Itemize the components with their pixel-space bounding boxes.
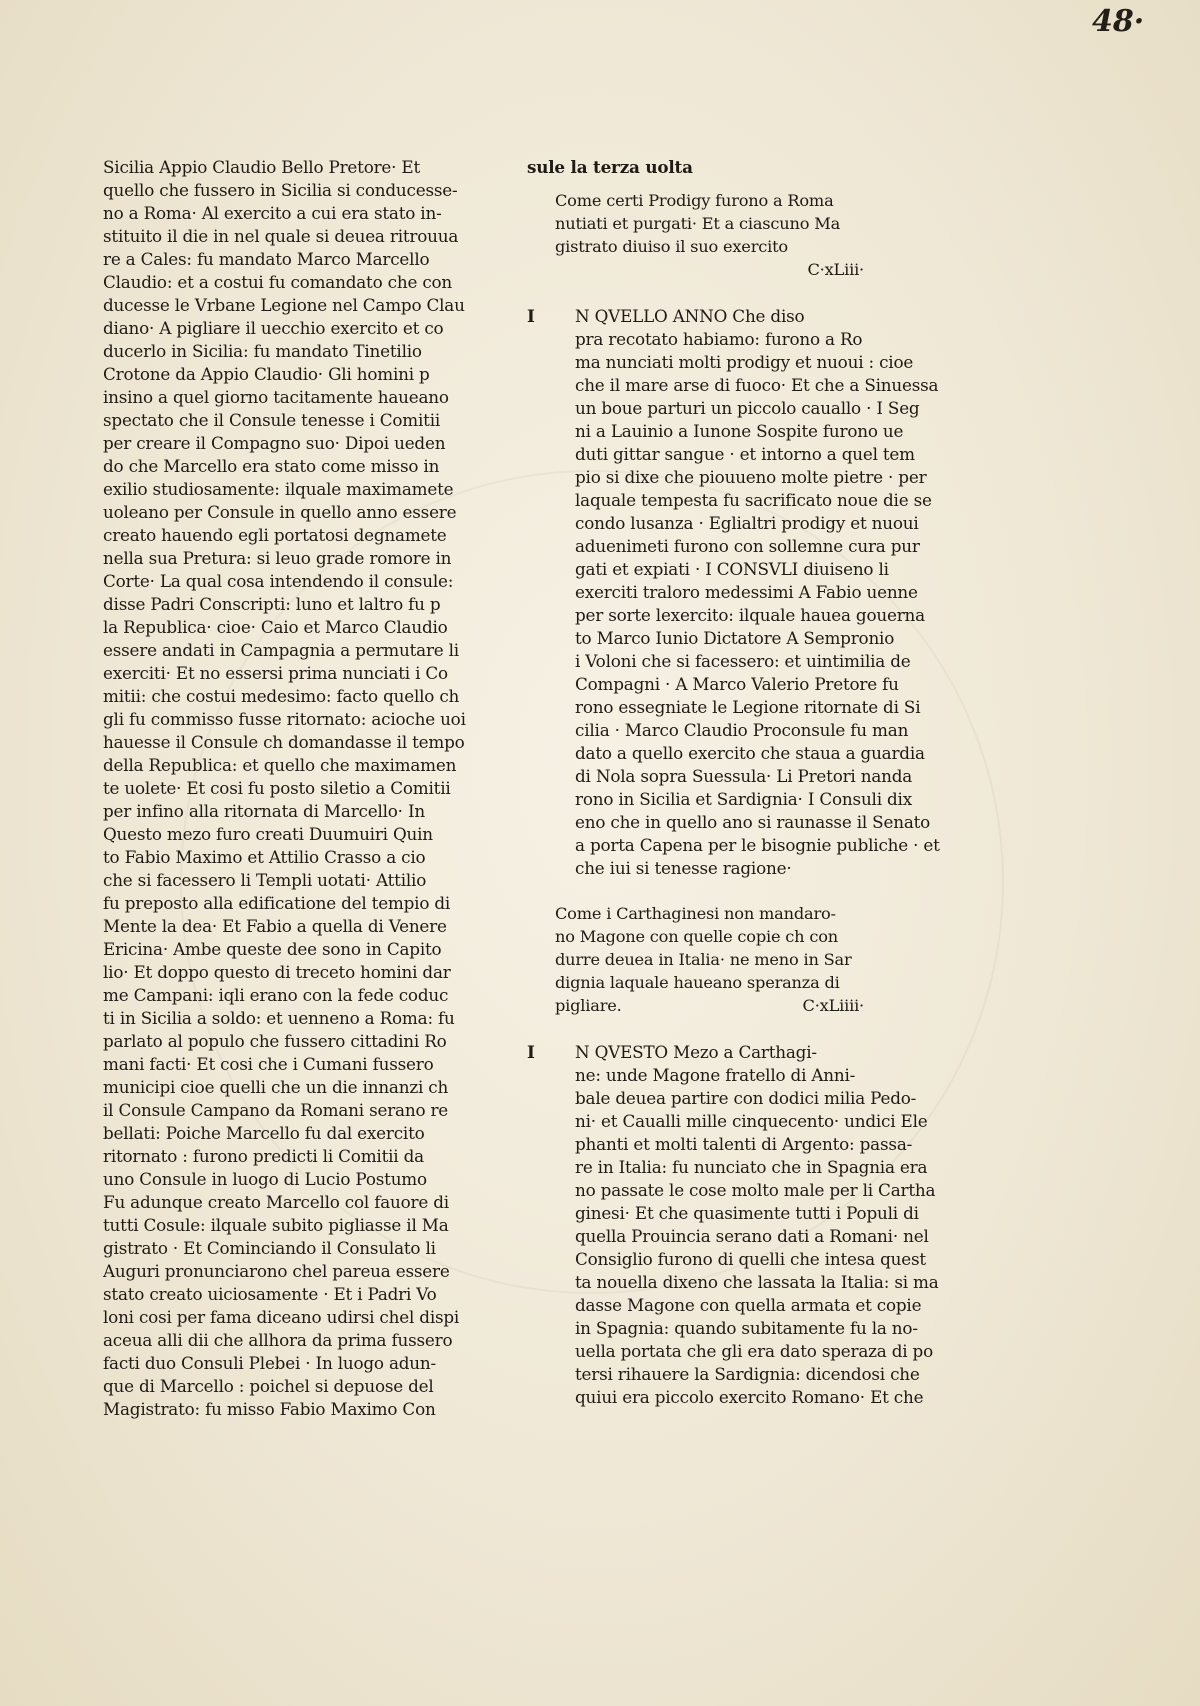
text-line: Mente la dea· Et Fabio a quella di Venere bbox=[103, 916, 447, 936]
text-line: Come i Carthaginesi non mandaro- bbox=[555, 904, 836, 923]
text-line: gistrato diuiso il suo exercito bbox=[555, 237, 788, 256]
text-line: aceua alli dii che allhora da prima fussero bbox=[103, 1330, 453, 1350]
text-line: ginesi· Et che quasimente tutti i Populi di bbox=[575, 1203, 919, 1223]
text-line: della Republica: et quello che maximamen bbox=[103, 755, 457, 775]
initial-letter: I bbox=[527, 306, 535, 326]
paragraph-prodigies bbox=[527, 328, 940, 880]
text-line: exerciti traloro medessimi A Fabio uenne bbox=[575, 582, 918, 602]
text-line: me Campani: iqli erano con la fede coduc bbox=[103, 985, 449, 1005]
text-line: rono in Sicilia et Sardignia· I Consuli dix bbox=[575, 789, 912, 809]
text-line: duti gittar sangue · et intorno a quel tem bbox=[575, 444, 915, 464]
text-line: exerciti· Et no essersi prima nunciati i Co bbox=[103, 663, 448, 683]
text-line: Come certi Prodigy furono a Roma bbox=[555, 191, 834, 210]
text-line: ti in Sicilia a soldo: et uenneno a Roma: fu bbox=[103, 1008, 455, 1028]
text-line: tersi rihauere la Sardignia: dicendosi che bbox=[575, 1364, 920, 1384]
text-line: insino a quel giorno tacitamente haueano bbox=[103, 387, 449, 407]
text-line: Magistrato: fu misso Fabio Maximo Con bbox=[103, 1399, 436, 1419]
left-column bbox=[103, 156, 466, 1421]
text-line: pra recotato habiamo: furono a Ro bbox=[575, 329, 863, 349]
text-line: facti duo Consuli Plebei · In luogo adun- bbox=[103, 1353, 436, 1373]
opening-words: N QVESTO Mezo a Carthagi- bbox=[575, 1042, 817, 1062]
text-line: uoleano per Consule in quello anno essere bbox=[103, 502, 457, 522]
text-line: ritornato : furono predicti li Comitii da bbox=[103, 1146, 424, 1166]
right-top-line: sule la terza uolta bbox=[527, 157, 693, 177]
text-line: di Nola sopra Suessula· Li Pretori nanda bbox=[575, 766, 913, 786]
text-line: nella sua Pretura: si leuo grade romore in bbox=[103, 548, 452, 568]
text-line: Corte· La qual cosa intendendo il consule: bbox=[103, 571, 454, 591]
text-line: do che Marcello era stato come misso in bbox=[103, 456, 440, 476]
text-line: per infino alla ritornata di Marcello· In bbox=[103, 801, 425, 821]
text-line: spectato che il Consule tenesse i Comitii bbox=[103, 410, 441, 430]
text-line: Sicilia Appio Claudio Bello Pretore· Et bbox=[103, 157, 421, 177]
text-line: che si facessero li Templi uotati· Attilio bbox=[103, 870, 427, 890]
chapter-heading-143 bbox=[527, 189, 872, 258]
text-line: Fu adunque creato Marcello col fauore di bbox=[103, 1192, 449, 1212]
text-line: pio si dixe che piouueno molte pietre · per bbox=[575, 467, 927, 487]
text-line: Ericina· Ambe queste dee sono in Capito bbox=[103, 939, 442, 959]
text-line: no Magone con quelle copie ch con bbox=[555, 927, 838, 946]
text-line: Questo mezo furo creati Duumuiri Quin bbox=[103, 824, 433, 844]
text-line: que di Marcello : poichel si depuose del bbox=[103, 1376, 434, 1396]
text-line: disse Padri Conscripti: luno et laltro fu p bbox=[103, 594, 441, 614]
text-line: quello che fussero in Sicilia si conducesse- bbox=[103, 180, 458, 200]
text-line: stituito il die in nel quale si deuea ritrouua bbox=[103, 226, 459, 246]
text-line: per sorte lexercito: ilquale hauea gouerna bbox=[575, 605, 925, 625]
text-line: gistrato · Et Cominciando il Consulato li bbox=[103, 1238, 436, 1258]
text-line: Consiglio furono di quelli che intesa quest bbox=[575, 1249, 926, 1269]
text-line: aduenimeti furono con sollemne cura pur bbox=[575, 536, 920, 556]
text-line: municipi cioe quelli che un die innanzi ch bbox=[103, 1077, 449, 1097]
text-line: bale deuea partire con dodici milia Pedo- bbox=[575, 1088, 917, 1108]
right-column bbox=[527, 156, 940, 1409]
text-line: quella Prouincia serano dati a Romani· nel bbox=[575, 1226, 929, 1246]
paragraph-opening-line bbox=[527, 1041, 872, 1064]
text-line: Auguri pronunciarono chel pareua essere bbox=[103, 1261, 450, 1281]
text-line: eno che in quello ano si raunasse il Senato bbox=[575, 812, 931, 832]
text-line: il Consule Campano da Romani serano re bbox=[103, 1100, 449, 1120]
text-line: Crotone da Appio Claudio· Gli homini p bbox=[103, 364, 430, 384]
text-line: uno Consule in luogo di Lucio Postumo bbox=[103, 1169, 427, 1189]
text-line: in Spagnia: quando subitamente fu la no- bbox=[575, 1318, 918, 1338]
text-line: diano· A pigliare il uecchio exercito et co bbox=[103, 318, 444, 338]
text-line: gati et expiati · I CONSVLI diuiseno li bbox=[575, 559, 889, 579]
text-line: nutiati et purgati· Et a ciascuno Ma bbox=[555, 214, 841, 233]
text-line: condo lusanza · Eglialtri prodigy et nuoui bbox=[575, 513, 919, 533]
text-line: ma nunciati molti prodigy et nuoui : cioe bbox=[575, 352, 914, 372]
text-line: quiui era piccolo exercito Romano· Et che bbox=[575, 1387, 924, 1407]
paragraph-opening-line bbox=[527, 305, 872, 328]
chapter-heading-144 bbox=[527, 902, 872, 994]
text-line: ni a Lauinio a Iunone Sospite furono ue bbox=[575, 421, 904, 441]
text-line: laquale tempesta fu sacrificato noue die se bbox=[575, 490, 932, 510]
text-line: hauesse il Consule ch domandasse il tempo bbox=[103, 732, 465, 752]
text-line: la Republica· cioe· Caio et Marco Claudio bbox=[103, 617, 448, 637]
text-line: ducesse le Vrbane Legione nel Campo Clau bbox=[103, 295, 465, 315]
text-line: uella portata che gli era dato speraza di po bbox=[575, 1341, 933, 1361]
text-line: bellati: Poiche Marcello fu dal exercito bbox=[103, 1123, 425, 1143]
text-line: Compagni · A Marco Valerio Pretore fu bbox=[575, 674, 899, 694]
text-line: gli fu commisso fusse ritornato: acioche uoi bbox=[103, 709, 466, 729]
text-line: re in Italia: fu nunciato che in Spagnia era bbox=[575, 1157, 928, 1177]
text-line: dato a quello exercito che staua a guardia bbox=[575, 743, 925, 763]
initial-letter: I bbox=[527, 1042, 535, 1062]
text-line: fu preposto alla edificatione del tempio di bbox=[103, 893, 451, 913]
text-line: un boue parturi un piccolo cauallo · I Seg bbox=[575, 398, 920, 418]
text-line: tutti Cosule: ilquale subito pigliasse il Ma bbox=[103, 1215, 449, 1235]
text-line: mani facti· Et cosi che i Cumani fussero bbox=[103, 1054, 434, 1074]
text-line: ta nouella dixeno che lassata la Italia: si ma bbox=[575, 1272, 939, 1292]
text-line: creato hauendo egli portatosi degnamete bbox=[103, 525, 447, 545]
opening-words: N QVELLO ANNO Che diso bbox=[575, 306, 805, 326]
text-line: phanti et molti talenti di Argento: passa- bbox=[575, 1134, 913, 1154]
text-line: mitii: che costui medesimo: facto quello ch bbox=[103, 686, 460, 706]
text-line: i Voloni che si facessero: et uintimilia de bbox=[575, 651, 911, 671]
text-line: no passate le cose molto male per li Cartha bbox=[575, 1180, 936, 1200]
text-line: lio· Et doppo questo di treceto homini dar bbox=[103, 962, 451, 982]
text-line: no a Roma· Al exercito a cui era stato in- bbox=[103, 203, 442, 223]
heading-last-words: pigliare. bbox=[555, 996, 622, 1015]
text-line: stato creato uiciosamente · Et i Padri Vo bbox=[103, 1284, 437, 1304]
text-line: te uolete· Et cosi fu posto siletio a Comitii bbox=[103, 778, 451, 798]
text-line: che il mare arse di fuoco· Et che a Sinuessa bbox=[575, 375, 939, 395]
chapter-number-143: C·xLiii· bbox=[807, 260, 864, 279]
text-line: rono essegniate le Legione ritornate di Si bbox=[575, 697, 921, 717]
text-line: loni cosi per fama diceano udirsi chel dispi bbox=[103, 1307, 460, 1327]
text-line: dasse Magone con quella armata et copie bbox=[575, 1295, 922, 1315]
text-line: durre deuea in Italia· ne meno in Sar bbox=[555, 950, 852, 969]
text-line: ducerlo in Sicilia: fu mandato Tinetilio bbox=[103, 341, 422, 361]
text-line: exilio studiosamente: ilquale maximamete bbox=[103, 479, 454, 499]
paragraph-carthage bbox=[527, 1064, 939, 1409]
text-line: to Fabio Maximo et Attilio Crasso a cio bbox=[103, 847, 426, 867]
text-line: re a Cales: fu mandato Marco Marcello bbox=[103, 249, 430, 269]
chapter-number-144: C·xLiiii· bbox=[802, 996, 864, 1015]
text-line: to Marco Iunio Dictatore A Sempronio bbox=[575, 628, 895, 648]
text-line: parlato al populo che fussero cittadini Ro bbox=[103, 1031, 447, 1051]
text-line: essere andati in Campagnia a permutare li bbox=[103, 640, 459, 660]
text-line: che iui si tenesse ragione· bbox=[575, 858, 792, 878]
text-line: per creare il Compagno suo· Dipoi ueden bbox=[103, 433, 446, 453]
text-line: cilia · Marco Claudio Proconsule fu man bbox=[575, 720, 909, 740]
text-line: a porta Capena per le bisognie publiche · et bbox=[575, 835, 940, 855]
text-line: ne: unde Magone fratello di Anni- bbox=[575, 1065, 856, 1085]
text-line: Claudio: et a costui fu comandato che con bbox=[103, 272, 453, 292]
chapter-heading-last-line bbox=[555, 994, 872, 1017]
text-line: ni· et Caualli mille cinquecento· undici Ele bbox=[575, 1111, 928, 1131]
folio-number: 48· bbox=[1092, 4, 1145, 39]
text-line: dignia laquale haueano speranza di bbox=[555, 973, 840, 992]
